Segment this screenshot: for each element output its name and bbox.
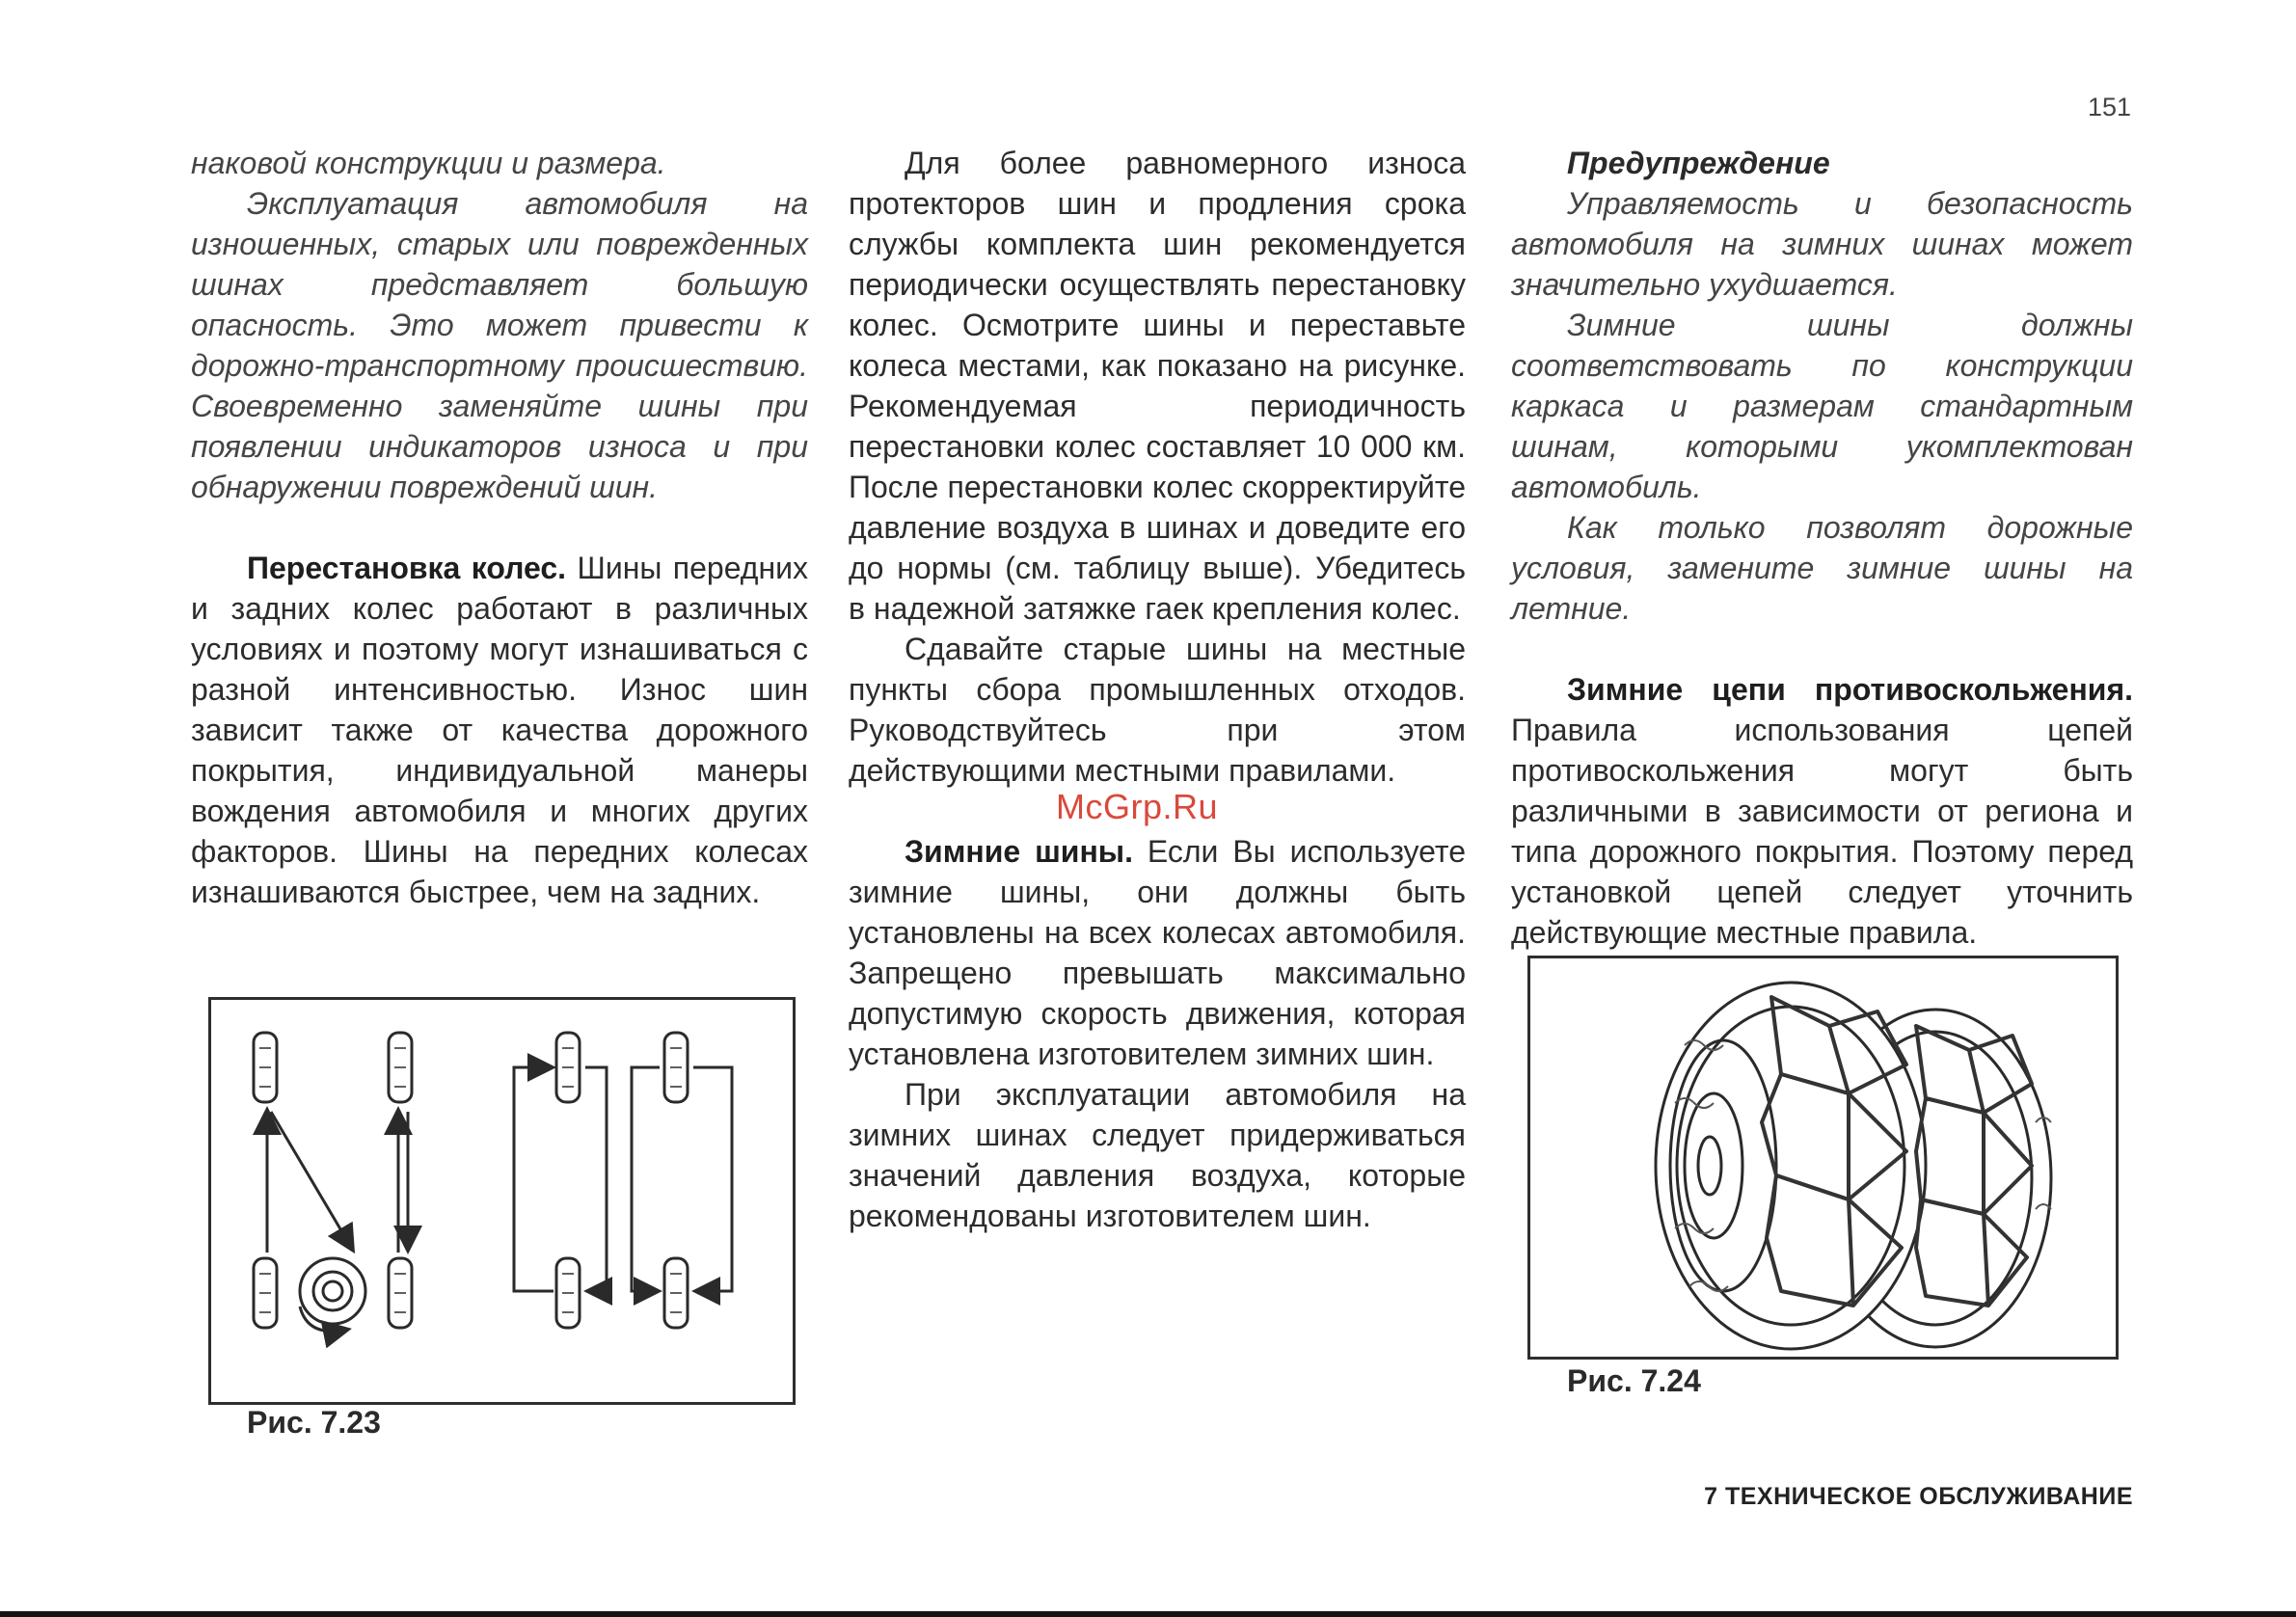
wheel-rotation-text: Шины передних и задних колес работают в различных условиях и поэтому могут изнашиваться с разной интенсивностью. Износ шин зависит также от качества дорожного покрытия, индивидуальной манеры вождения автомобиля и многих других факторов. Шины на передних колесах изнашиваются быстрее, чем на задних. — [191, 551, 809, 909]
bottom-rule — [0, 1611, 2296, 1617]
winter-tire-pressure: При эксплуатации автомобиля на зимних шинах следует придерживаться значений давления воздуха, которые рекомендованы изготовителем шин. — [849, 1077, 1466, 1233]
wheel-rotation-diagram — [211, 1000, 793, 1402]
winter-tires-text: Если Вы используете зимние шины, они должны быть установлены на всех колесах автомобиля. Запрещено превышать максимально допустимую скорость движения, которая установлена изготовителем зимних шин. — [849, 834, 1466, 1071]
text-column-1 — [191, 143, 808, 912]
figure-7-23-caption: Рис. 7.23 — [247, 1405, 381, 1440]
snow-chains-paragraph — [1511, 669, 2133, 953]
snow-chains-illustration — [1530, 958, 2116, 1357]
figure-7-24-caption: Рис. 7.24 — [1567, 1363, 1701, 1398]
wheel-rotation-paragraph — [191, 548, 808, 912]
rotation-instructions: Для более равномерного износа протекторов шин и продления срока службы комплекта шин рекомендуется периодически осуществлять перестановку колес. Осмотрите шины и переставьте колеса местами, как показано на рисунке. Рекомендуемая периодичность перестановки колес составляет 10 000 км. После перестановки колес скорректируйте давление воздуха в шинах и доведите его до нормы (см. таблицу выше). Убедитесь в надежной затяжке гаек крепления колес. — [849, 146, 1466, 626]
intro-continuation: наковой конструкции и размера. — [191, 146, 666, 180]
snow-chains-text: Правила использования цепей противоскольжения могут быть различными в зависимости от региона и типа дорожного покрытия. Поэтому перед установкой цепей следует уточнить действующие местные правила. — [1511, 713, 2133, 950]
text-column-2 — [849, 143, 1466, 1236]
warning-handling: Управляемость и безопасность автомобиля на зимних шинах может значительно ухудшается. — [1511, 186, 2133, 302]
watermark: McGrp.Ru — [1056, 787, 1219, 826]
page-number: 151 — [2087, 93, 2131, 121]
warning-heading: Предупреждение — [1567, 146, 1830, 180]
wheel-rotation-heading: Перестановка колес. — [247, 551, 567, 585]
winter-tires-paragraph — [849, 831, 1466, 1074]
figure-wheel-rotation — [208, 997, 796, 1405]
warning-construction: Зимние шины должны соответствовать по конструкции каркаса и размерам стандартным шинам, которыми укомплектован автомобиль. — [1511, 308, 2133, 504]
figure-snow-chains — [1527, 956, 2119, 1360]
snow-chains-heading: Зимние цепи противоскольжения. — [1567, 672, 2133, 707]
section-footer: 7 ТЕХНИЧЕСКОЕ ОБСЛУЖИВАНИЕ — [1704, 1483, 2133, 1510]
winter-tires-heading: Зимние шины. — [905, 834, 1133, 869]
tire-disposal: Сдавайте старые шины на местные пункты сбора промышленных отходов. Руководствуйтесь при этом действующими местными правилами. — [849, 632, 1466, 788]
tire-wear-warning: Эксплуатация автомобиля на изношенных, старых или поврежденных шинах представляет большую опасность. Это может привести к дорожно-транспортному происшествию. Своевременно заменяйте шины при появлении индикаторов износа и при обнаружении повреждений шин. — [191, 186, 808, 504]
warning-seasonal-change: Как только позволят дорожные условия, замените зимние шины на летние. — [1511, 510, 2133, 626]
text-column-3 — [1511, 143, 2133, 953]
